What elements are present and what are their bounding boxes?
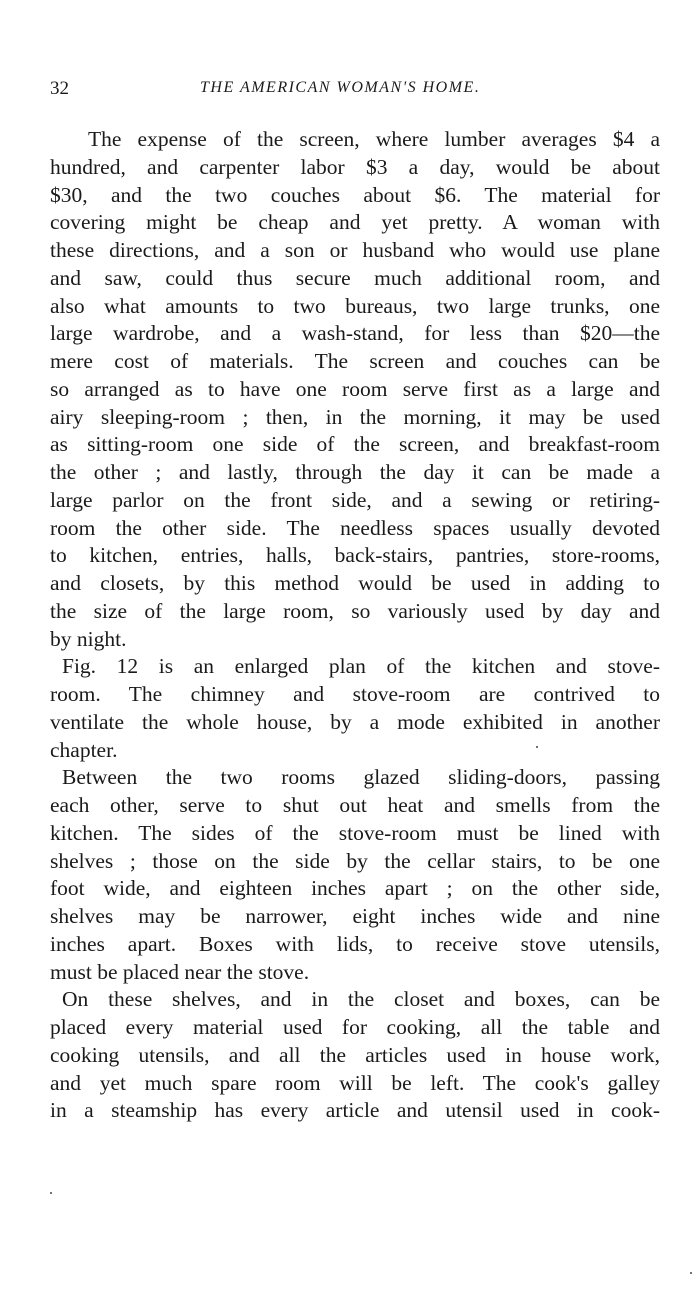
text-line: and yet much spare room will be left. The cook's galley: [50, 1070, 660, 1095]
text-line: as sitting-room one side of the screen, and breakfast-room: [50, 432, 660, 457]
text-line: and saw, could thus secure much additional room, and: [50, 265, 660, 290]
text-line: ventilate the whole house, by a mode exhibited in another: [50, 709, 660, 734]
running-head: [50, 78, 660, 102]
text-line: chapter.: [50, 737, 118, 762]
text-line: must be placed near the stove.: [50, 959, 310, 984]
text-line: Fig. 12 is an enlarged plan of the kitchen and stove-: [62, 654, 660, 679]
text-line: mere cost of materials. The screen and couches can be: [50, 349, 660, 373]
text-line: covering might be cheap and yet pretty. A woman with: [50, 210, 660, 235]
text-line: inches apart. Boxes with lids, to receive stove utensils,: [50, 931, 660, 956]
running-title: THE AMERICAN WOMAN'S HOME.: [200, 79, 481, 96]
text-line: the size of the large room, so variously used by day and: [50, 598, 660, 623]
page-number: 32: [50, 78, 69, 99]
text-line: foot wide, and eighteen inches apart ; on the other side,: [50, 876, 660, 901]
text-line: by night.: [50, 626, 127, 651]
text-line: The expense of the screen, where lumber averages $4 a: [88, 127, 660, 151]
text-line: so arranged as to have one room serve first as a large and: [50, 376, 660, 401]
text-line: shelves may be narrower, eight inches wide and nine: [50, 904, 660, 928]
text-line: hundred, and carpenter labor $3 a day, would be about: [50, 154, 660, 179]
text-line: On these shelves, and in the closet and boxes, can be: [62, 987, 660, 1012]
text-line: large parlor on the front side, and a sewing or retiring-: [50, 487, 660, 512]
text-line: room. The chimney and stove-room are contrived to: [50, 682, 660, 706]
text-line: room the other side. The needless spaces usually devoted: [50, 515, 660, 540]
text-line: $30, and the two couches about $6. The material for: [50, 182, 660, 207]
paper-speck: [536, 746, 538, 748]
text-line: shelves ; those on the side by the cellar stairs, to be one: [50, 848, 660, 873]
text-line: placed every material used for cooking, all the table and: [50, 1015, 660, 1039]
text-line: the other ; and lastly, through the day it can be made a: [50, 460, 660, 484]
text-line: airy sleeping-room ; then, in the morning, it may be used: [50, 404, 660, 429]
text-line: these directions, and a son or husband who would use plane: [50, 238, 660, 262]
text-line: also what amounts to two bureaus, two large trunks, one: [50, 293, 660, 318]
text-line: Between the two rooms glazed sliding-doors, passing: [62, 765, 660, 790]
text-line: kitchen. The sides of the stove-room must be lined with: [50, 820, 660, 845]
text-line: cooking utensils, and all the articles used in house work,: [50, 1042, 660, 1067]
paper-speck: [690, 1272, 692, 1274]
body-text: [50, 126, 660, 1125]
text-line: in a steamship has every article and utensil used in cook-: [50, 1098, 660, 1123]
text-line: each other, serve to shut out heat and smells from the: [50, 793, 660, 817]
text-line: large wardrobe, and a wash-stand, for less than $20—the: [50, 321, 660, 346]
paper-speck: [50, 1192, 52, 1194]
text-line: and closets, by this method would be used in adding to: [50, 571, 660, 595]
text-line: to kitchen, entries, halls, back-stairs, pantries, store-rooms,: [50, 543, 660, 568]
